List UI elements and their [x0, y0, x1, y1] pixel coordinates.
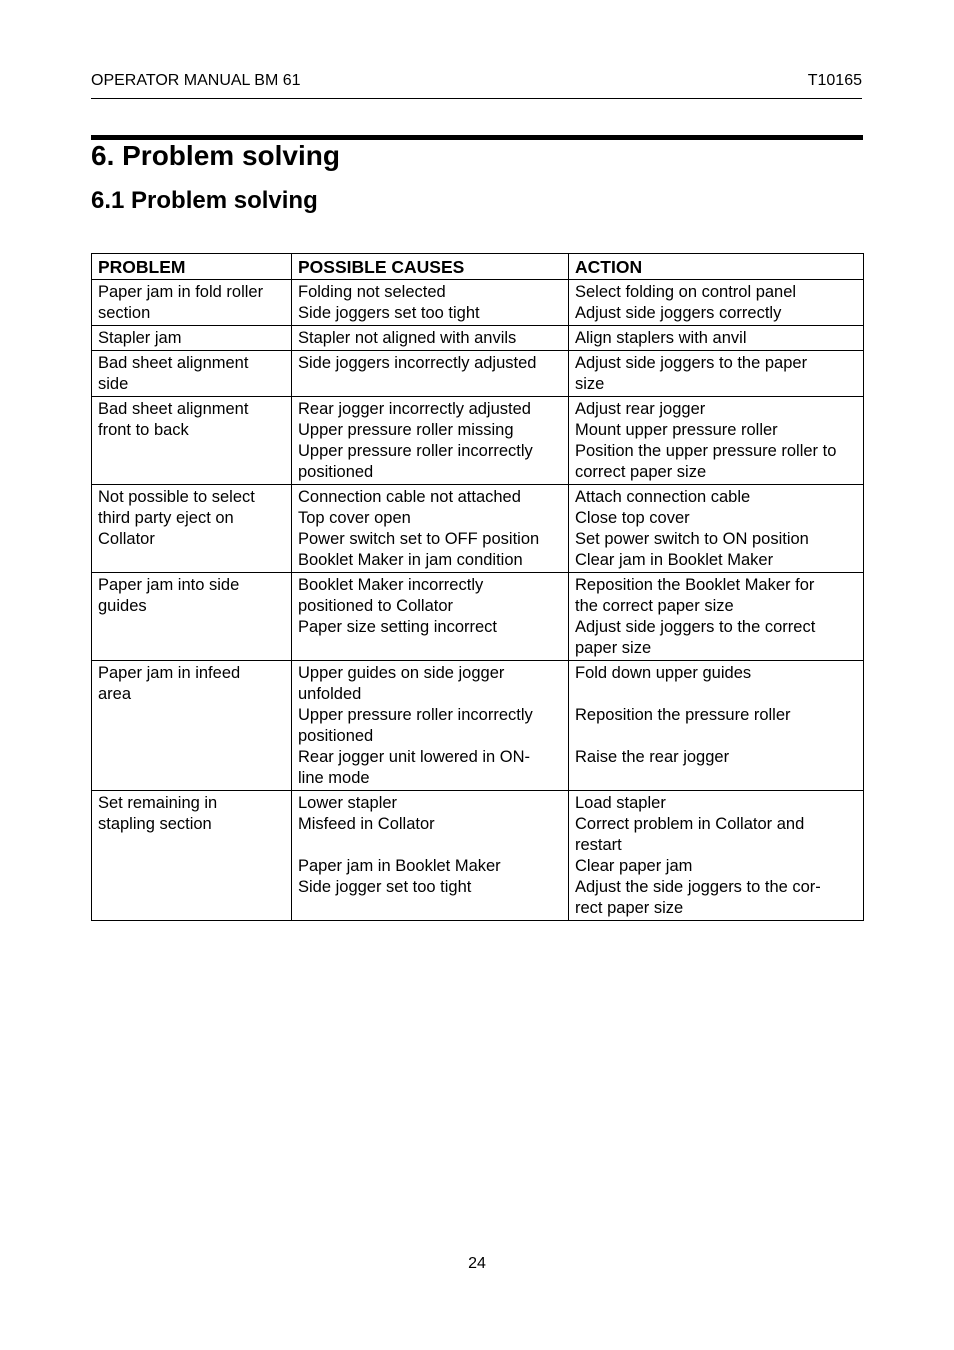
cell-line: Paper jam in infeed: [98, 664, 241, 682]
problem-cell: [92, 351, 292, 397]
cell-line: positioned: [298, 727, 374, 745]
causes-cell: [292, 791, 569, 921]
cell-line: Stapler not aligned with anvils: [298, 329, 517, 347]
causes-cell: [292, 326, 569, 351]
cell-line: Connection cable not attached: [298, 488, 521, 506]
action-cell: [569, 397, 864, 485]
problem-cell: [92, 485, 292, 573]
cell-line: the correct paper size: [575, 597, 734, 615]
cell-line: Clear jam in Booklet Maker: [575, 551, 774, 569]
cell-line: Upper guides on side jogger: [298, 664, 505, 682]
action-cell: [569, 326, 864, 351]
cell-line: Collator: [98, 530, 155, 548]
cell-line: Not possible to select: [98, 488, 255, 506]
cell-line: Upper pressure roller incorrectly: [298, 442, 533, 460]
cell-line: Side joggers set too tight: [298, 304, 480, 322]
table-row: [92, 791, 864, 921]
cell-line: correct paper size: [575, 463, 707, 481]
cell-line: Upper pressure roller incorrectly: [298, 706, 533, 724]
table-header-row: [92, 254, 864, 280]
cell-line: Attach connection cable: [575, 488, 751, 506]
cell-line: rect paper size: [575, 899, 684, 917]
cell-line: [575, 726, 857, 747]
cell-line: size: [575, 375, 605, 393]
cell-line: Paper size setting incorrect: [298, 618, 498, 636]
cell-line: line mode: [298, 769, 370, 787]
problem-cell: [92, 280, 292, 326]
cell-line: section: [98, 304, 151, 322]
cell-line: Adjust side joggers to the correct: [575, 618, 816, 636]
cell-line: Adjust side joggers to the paper: [575, 354, 808, 372]
cell-line: Side joggers incorrectly adjusted: [298, 354, 537, 372]
cell-line: Side jogger set too tight: [298, 878, 472, 896]
causes-cell: [292, 573, 569, 661]
cell-line: Close top cover: [575, 509, 690, 527]
cell-line: Power switch set to OFF position: [298, 530, 540, 548]
cell-line: Stapler jam: [98, 329, 182, 347]
action-cell: [569, 485, 864, 573]
table-row: [92, 485, 864, 573]
cell-line: area: [98, 685, 132, 703]
cell-line: Mount upper pressure roller: [575, 421, 778, 439]
cell-line: Bad sheet alignment: [98, 400, 249, 418]
cell-line: Reposition the Booklet Maker for: [575, 576, 815, 594]
cell-line: Fold down upper guides: [575, 664, 752, 682]
cell-line: Rear jogger incorrectly adjusted: [298, 400, 531, 418]
cell-line: Load stapler: [575, 794, 666, 812]
page-header: [91, 70, 862, 99]
cell-line: Rear jogger unit lowered in ON-: [298, 748, 531, 766]
section-title: 6.1 Problem solving: [91, 187, 318, 214]
cell-line: Paper jam into side: [98, 576, 240, 594]
cell-line: Adjust the side joggers to the cor-: [575, 878, 821, 896]
cell-line: Booklet Maker in jam condition: [298, 551, 523, 569]
cell-line: Top cover open: [298, 509, 411, 527]
table-row: [92, 351, 864, 397]
document-code: T10165: [807, 72, 862, 89]
cell-line: third party eject on: [98, 509, 234, 527]
cell-line: Adjust rear jogger: [575, 400, 706, 418]
cell-line: Set remaining in: [98, 794, 218, 812]
cell-line: [575, 684, 857, 705]
problem-solving-table: [91, 253, 864, 921]
causes-cell: [292, 485, 569, 573]
page-number: 24: [468, 1255, 486, 1272]
cell-line: [298, 835, 562, 856]
action-cell: [569, 280, 864, 326]
causes-cell: [292, 351, 569, 397]
chapter-title: 6. Problem solving: [91, 140, 340, 171]
cell-line: Raise the rear jogger: [575, 748, 730, 766]
action-cell: [569, 573, 864, 661]
table-row: [92, 280, 864, 326]
cell-line: positioned: [298, 463, 374, 481]
cell-line: Clear paper jam: [575, 857, 693, 875]
problem-cell: [92, 397, 292, 485]
cell-line: paper size: [575, 639, 652, 657]
cell-line: Paper jam in fold roller: [98, 283, 264, 301]
table-row: [92, 397, 864, 485]
action-cell: [569, 351, 864, 397]
cell-line: Booklet Maker incorrectly: [298, 576, 484, 594]
causes-cell: [292, 397, 569, 485]
causes-cell: [292, 661, 569, 791]
causes-cell: [292, 280, 569, 326]
cell-line: Folding not selected: [298, 283, 446, 301]
action-cell: [569, 661, 864, 791]
cell-line: Lower stapler: [298, 794, 398, 812]
table-row: [92, 326, 864, 351]
cell-line: Reposition the pressure roller: [575, 706, 791, 724]
table-row: [92, 661, 864, 791]
problem-cell: [92, 661, 292, 791]
cell-line: stapling section: [98, 815, 212, 833]
cell-line: Position the upper pressure roller to: [575, 442, 837, 460]
cell-line: Select folding on control panel: [575, 283, 797, 301]
cell-line: Misfeed in Collator: [298, 815, 435, 833]
problem-cell: [92, 573, 292, 661]
header-possible-causes: POSSIBLE CAUSES: [292, 254, 569, 280]
table-row: [92, 573, 864, 661]
cell-line: Correct problem in Collator and: [575, 815, 805, 833]
header-action: ACTION: [569, 254, 864, 280]
cell-line: Bad sheet alignment: [98, 354, 249, 372]
cell-line: Paper jam in Booklet Maker: [298, 857, 501, 875]
table-body: [92, 280, 864, 921]
cell-line: unfolded: [298, 685, 362, 703]
cell-line: front to back: [98, 421, 189, 439]
cell-line: Adjust side joggers correctly: [575, 304, 782, 322]
header-problem: PROBLEM: [92, 254, 292, 280]
cell-line: guides: [98, 597, 147, 615]
cell-line: positioned to Collator: [298, 597, 454, 615]
problem-cell: [92, 326, 292, 351]
action-cell: [569, 791, 864, 921]
cell-line: Align staplers with anvil: [575, 329, 747, 347]
cell-line: restart: [575, 836, 622, 854]
cell-line: side: [98, 375, 129, 393]
cell-line: Set power switch to ON position: [575, 530, 809, 548]
problem-cell: [92, 791, 292, 921]
cell-line: Upper pressure roller missing: [298, 421, 514, 439]
manual-title: OPERATOR MANUAL BM 61: [91, 72, 301, 89]
